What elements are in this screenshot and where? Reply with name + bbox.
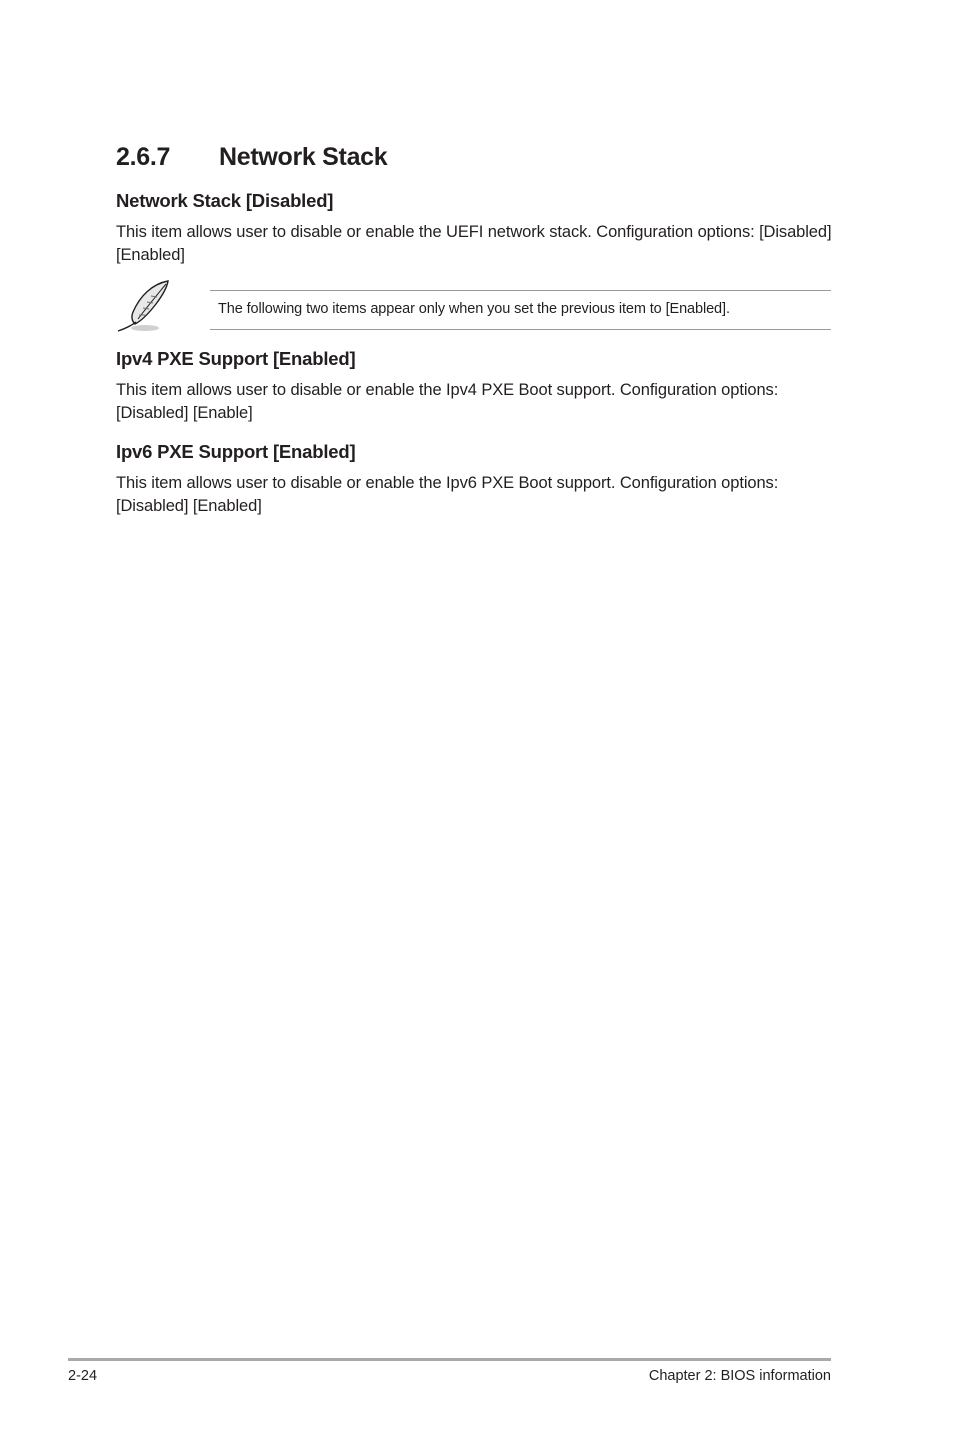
item-heading-ipv4-pxe: Ipv4 PXE Support [Enabled] [116,348,356,369]
item-description-network-stack: This item allows user to disable or enable the UEFI network stack. Configuration options: [Disabled] [Enabled] [116,223,832,264]
note-box [210,290,831,330]
section-heading [116,143,387,172]
page-number: 2-24 [68,1368,98,1384]
chapter-title: Chapter 2: BIOS information [648,1368,831,1384]
note-text: The following two items appear only when you set the previous item to [Enabled]. [218,301,730,317]
feather-quill-icon [116,278,174,334]
item-heading-network-stack: Network Stack [Disabled] [116,190,334,211]
item-description-ipv6-pxe: This item allows user to disable or enable the Ipv6 PXE Boot support. Configuration options: [Disabled] [Enabled] [116,474,779,515]
section-title: Network Stack [219,143,388,171]
note-callout [116,278,832,334]
footer-divider [68,1358,831,1361]
item-heading-ipv6-pxe: Ipv6 PXE Support [Enabled] [116,441,356,462]
item-description-ipv4-pxe: This item allows user to disable or enable the Ipv4 PXE Boot support. Configuration options: [Disabled] [Enable] [116,381,779,422]
section-number: 2.6.7 [116,143,171,171]
